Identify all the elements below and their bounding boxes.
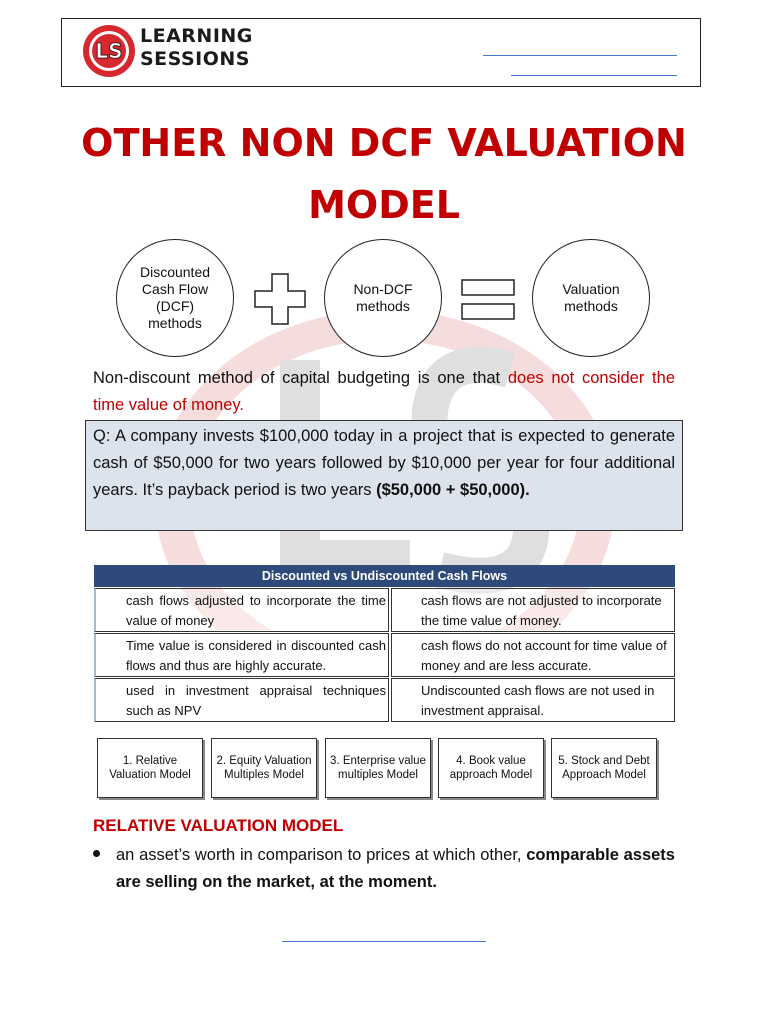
question-box xyxy=(85,420,683,531)
table-cell-discounted: used in investment appraisal techniques such as NPV xyxy=(94,678,389,722)
table-cell-discounted: Time value is considered in discounted cash flows and thus are highly accurate. xyxy=(94,633,389,677)
section-heading: RELATIVE VALUATION MODEL xyxy=(93,816,344,835)
circle-3-line-2: methods xyxy=(564,298,618,314)
circle-2-line-1: Non-DCF xyxy=(353,281,413,297)
bullet-icon xyxy=(93,850,100,857)
header-link-line-1[interactable] xyxy=(483,55,677,56)
table-row xyxy=(94,678,675,722)
bullet-text: an asset’s worth in comparison to prices at which other, xyxy=(116,846,527,864)
circle-1-line-2: Cash Flow xyxy=(141,281,209,297)
plus-icon xyxy=(254,273,306,325)
bullet-bold-text: comparable assets are selling on the market, at the moment. xyxy=(116,846,675,891)
table-cell-discounted: cash flows adjusted to incorporate the time value of money xyxy=(94,588,389,632)
table-cell-undiscounted: Undiscounted cash flows are not used in investment appraisal. xyxy=(391,678,675,722)
title-line-1: OTHER NON DCF VALUATION xyxy=(81,121,687,165)
table-cell-undiscounted: cash flows are not adjusted to incorporate the time value of money. xyxy=(391,588,675,632)
model-box-book-value-approach: 4. Book value approach Model xyxy=(438,738,544,798)
table-cell-undiscounted: cash flows do not account for time value of money and are less accurate. xyxy=(391,633,675,677)
title-line-2: MODEL xyxy=(308,183,460,227)
circle-valuation-methods xyxy=(532,239,650,357)
circle-1-line-4: methods xyxy=(148,315,202,331)
question-text: Q: A company invests $100,000 today in a project that is expected to generate cash of $50,000 for two years followed by $10,000 per year for four additional years. It’s payback period is two years xyxy=(93,427,675,499)
table-row xyxy=(94,633,675,677)
bullet-item xyxy=(116,842,675,896)
header-box xyxy=(61,18,701,87)
logo-initials: LS xyxy=(95,39,123,63)
header-link-line-2[interactable] xyxy=(511,75,677,76)
circle-non-dcf-methods xyxy=(324,239,442,357)
logo-line-2: SESSIONS xyxy=(140,48,250,70)
footer-link-line[interactable] xyxy=(282,941,486,942)
page-title xyxy=(0,112,768,236)
model-box-relative-valuation: 1. Relative Valuation Model xyxy=(97,738,203,798)
logo-wordmark xyxy=(140,25,253,71)
equals-icon xyxy=(461,279,515,321)
circle-2-line-2: methods xyxy=(356,298,410,314)
circle-1-line-1: Discounted xyxy=(139,264,211,280)
circle-3-line-1: Valuation xyxy=(562,281,620,297)
intro-highlight: does not consider the time value of money. xyxy=(93,369,675,414)
circle-dcf-methods xyxy=(116,239,234,357)
model-box-equity-valuation-multiples: 2. Equity Valuation Multiples Model xyxy=(211,738,317,798)
intro-text: Non-discount method of capital budgeting is one that xyxy=(93,369,508,387)
comparison-table-header: Discounted vs Undiscounted Cash Flows xyxy=(94,565,675,587)
table-row xyxy=(94,588,675,632)
model-box-enterprise-value-multiples: 3. Enterprise value multiples Model xyxy=(325,738,431,798)
logo-line-1: LEARNING xyxy=(140,25,253,47)
intro-paragraph xyxy=(93,365,675,419)
model-box-stock-and-debt-approach: 5. Stock and Debt Approach Model xyxy=(551,738,657,798)
circle-1-line-3: (DCF) xyxy=(155,298,195,314)
question-bold: ($50,000 + $50,000). xyxy=(376,481,530,499)
comparison-table xyxy=(94,565,675,722)
learning-sessions-logo-icon xyxy=(82,24,136,78)
